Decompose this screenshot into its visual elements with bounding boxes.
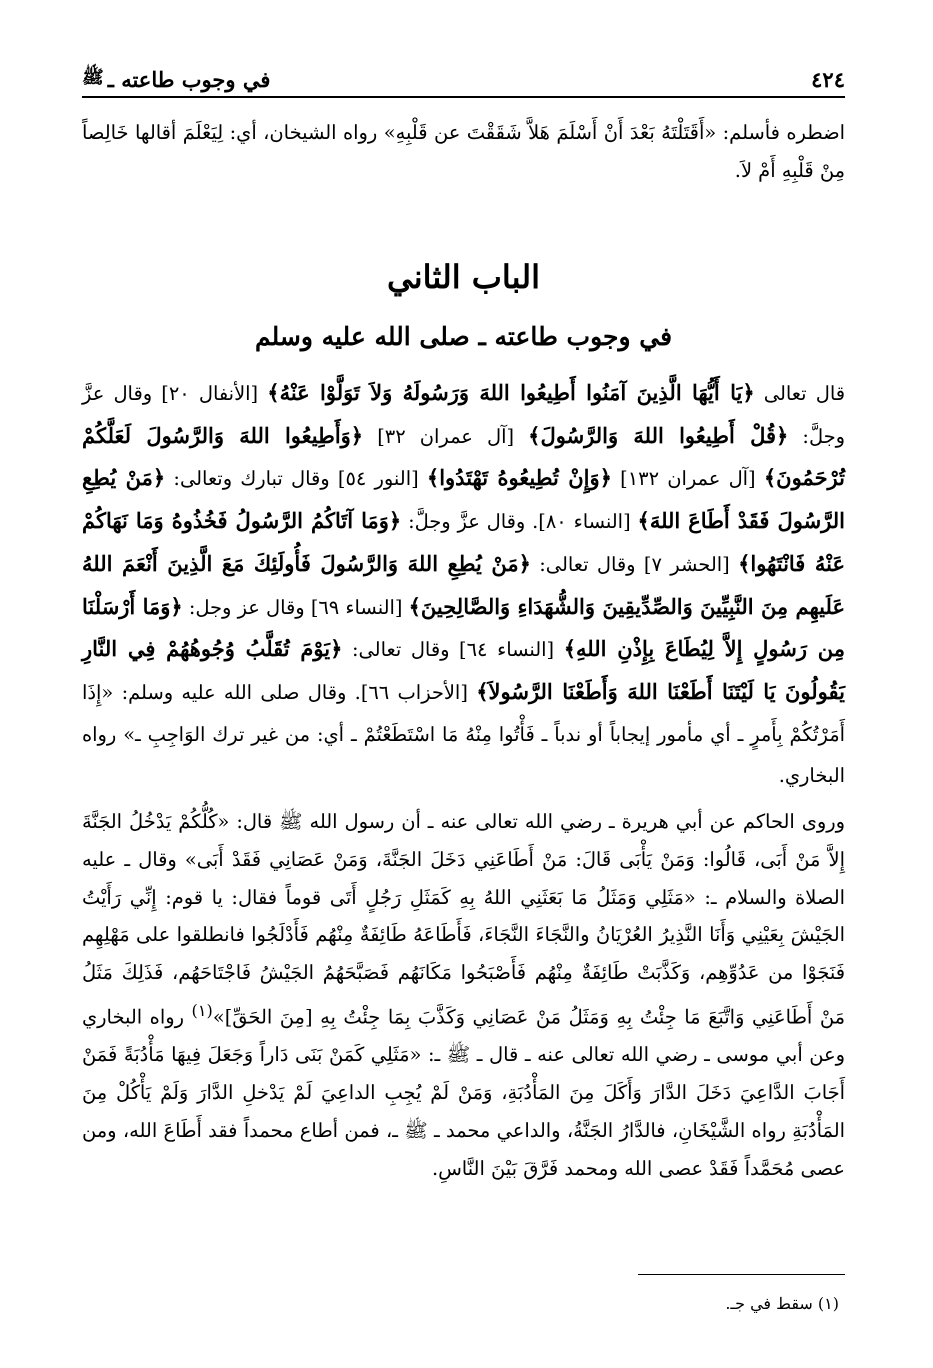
verses-paragraph [82,372,845,797]
chapter-subtitle: في وجوب طاعته ـ صلى الله عليه وسلم [254,322,673,351]
running-header [82,58,845,98]
quran-verse-5: ﴿مَنْ يُطِعِ الرَّسُولَ فَقَدْ أَطَاعَ اللهَ﴾ [82,465,845,534]
honorific-seal-icon: ﷺ [82,67,104,88]
para2-text-4: [آل عمران ١٣٢] [611,467,764,491]
quran-verse-1: ﴿يَا أَيُّهَا الَّذِينَ آمَنُوا أَطِيعُوا اللهَ وَرَسُولَهُ وَلاَ تَوَلَّوْا عَنْهُ﴾ [267,380,755,405]
footnote-reference: (١) [191,1000,213,1020]
quran-verse-8: ﴿وَمَا أَرْسَلْنَا مِن رَسُولٍ إِلاَّ لِيُطَاعَ بِإِذْنِ اللهِ﴾ [82,593,845,662]
running-title: في وجوب طاعته ـ [107,66,271,92]
running-title-group [82,66,270,92]
para2-text-8: [النساء ٦٩] وقال عز وجل: [182,595,409,619]
footnote: (١) سقط في جـ. [725,1294,839,1313]
page-number: ٤٢٤ [811,67,845,92]
quran-verse-6: ﴿وَمَا آتَاكُمُ الرَّسُولُ فَخُذُوهُ وَمَا نَهَاكُمْ عَنْهُ فَانْتَهُوا﴾ [82,508,846,576]
para2-text-3: [آل عمران ٣٢] [363,424,529,448]
para2-text-7: [الحشر ٧] وقال تعالى: [530,552,739,576]
para2-text-1: قال تعالى [754,382,845,405]
quran-verse-4: ﴿وَإِنْ تُطِيعُوهُ تَهْتَدُوا﴾ [426,465,612,491]
hadith-text-1: وروى الحاكم عن أبي هريرة ـ رضي الله تعالى عنه ـ أن رسول الله ﷺ قال: «كُلُّكُمْ يَدْخُلُ الجَنَّةَ إِلاَّ مَنْ أَبَى، قَالُوا: وَمَنْ يَأْبَى قَالَ: مَنْ أَطَاعَنِي دَخَلَ الجَنَّةَ، وَمَنْ عَصَانِي فَقَدْ أَبَى» وقال ـ عليه الصلاة والسلام ـ: «مَثَلِي وَمَثَلُ مَا بَعَثَنِي اللهُ بِهِ كَمَثَلِ رَجُلٍ أَتَى قوماً فقال: يا قوم: إِنِّي رَأَيْتُ الجَيْشَ بِعَيْنِي وَأَنَا النَّذِيرُ العُرْيَانُ والنَّجَاءَ النَّجَاءَ، فَأَطَاعَهُ طَائِفَةٌ مِنْهُم فَأَدْلَجُوا فانطلقوا على مَهْلِهِم فَنَجَوْا من عَدُوِّهِم، وَكَذَّبَتْ طَائِفَةٌ مِنْهُم فَأَصْبَحُوا مَكَانَهُم فَصَبَّحَهُمُ الجَيْشُ فَاجْتَاحَهُم، فَذَلِكَ مَثَلُ مَنْ أَطَاعَنِي وَاتَّبَعَ مَا جِئْتُ بِهِ وَمَثَلُ مَنْ عَصَانِي وَكَذَّبَ بِمَا جِئْتُ بِهِ [مِنَ الحَقِّ]» [82,810,845,1029]
quran-verse-9: ﴿يَوْمَ تُقَلَّبُ وُجُوهُهُمْ فِي النَّارِ يَقُولُونَ يَا لَيْتَنَا أَطَعْنَا اللهَ وَأَطَعْنَا الرَّسُولاَ﴾ [82,636,845,704]
para2-text-2: [الأنفال ٢٠] وقال عزَّ وجلَّ: [82,382,845,448]
para2-text-9: [النساء ٦٤] وقال تعالى: [342,638,564,662]
hadith-text-2: رواه البخاري وعن أبي موسى ـ رضي الله تعالى عنه ـ قال ـ ﷺ ـ: «مَثَلِي كَمَنْ بَنَى دَاراً وَجَعَلَ فِيهَا مَأْدُبَةً فَمَنْ أَجَابَ الدَّاعِيَ دَخَلَ الدَّارَ وَأَكَلَ مِنَ المَأْدُبَةِ، وَمَنْ لَمْ يُجِبِ الداعِيَ لَمْ يَدْخلِ الدَّارَ وَلَمْ يَأْكُلْ مِنَ المَأْدُبَةِ رواه الشَّيْخَانِ، فالدَّارُ الجَنَّةُ، والداعي محمد ـ ﷺ ـ، فمن أطاع محمداً فقد أَطَاعَ الله، ومن عصى مُحَمَّداً فَقَدْ عصى الله ومحمد فَرَّقَ بَيْنَ النَّاسِ. [82,1005,845,1180]
quran-verse-3: ﴿وَأَطِيعُوا اللهَ وَالرَّسُولَ لَعَلَّكُمْ تُرْحَمُونَ﴾ [82,422,845,491]
hadith-paragraph [82,803,845,1187]
para2-text-5: [النور ٥٤] وقال تبارك وتعالى: [165,467,427,491]
chapter-title: الباب الثاني [387,258,540,296]
para2-text-10: [الأحزاب ٦٦]. وقال صلى الله عليه وسلم: «إِذَا أَمَرْتُكُمْ بِأَمرٍ ـ أي مأمور إيجاباً أو ندباً ـ فَأْتُوا مِنْهُ مَا اسْتَطَعْتُمْ ـ أي: من غير ترك الوَاجِبِ ـ» رواه البخاري. [82,680,845,788]
intro-paragraph: اضطره فأسلم: «أَقَتَلْتَهُ بَعْدَ أَنْ أَسْلَمَ هَلاَّ شَقَقْتَ عن قَلْبِهِ» رواه الشيخان، أي: لِيَعْلَمَ أقالها خَالِصاً مِنْ قَلْبِهِ أَمْ لاَ. [82,121,845,182]
quran-verse-2: ﴿قُلْ أَطِيعُوا اللهَ وَالرَّسُولَ﴾ [528,422,789,448]
para2-text-6: [النساء ٨٠]. وقال عزَّ وجلَّ: [401,510,638,534]
footnote-divider [638,1274,845,1275]
quran-verse-7: ﴿مَنْ يُطِعِ اللهَ وَالرَّسُولَ فَأُولَئِكَ مَعَ الَّذِينَ أَنْعَمَ اللهُ عَلَيهِم مِنَ النَّبِيِّينَ وَالصِّدِّيقِينَ وَالشُّهَدَاءِ وَالصَّالِحِينَ﴾ [82,550,845,619]
